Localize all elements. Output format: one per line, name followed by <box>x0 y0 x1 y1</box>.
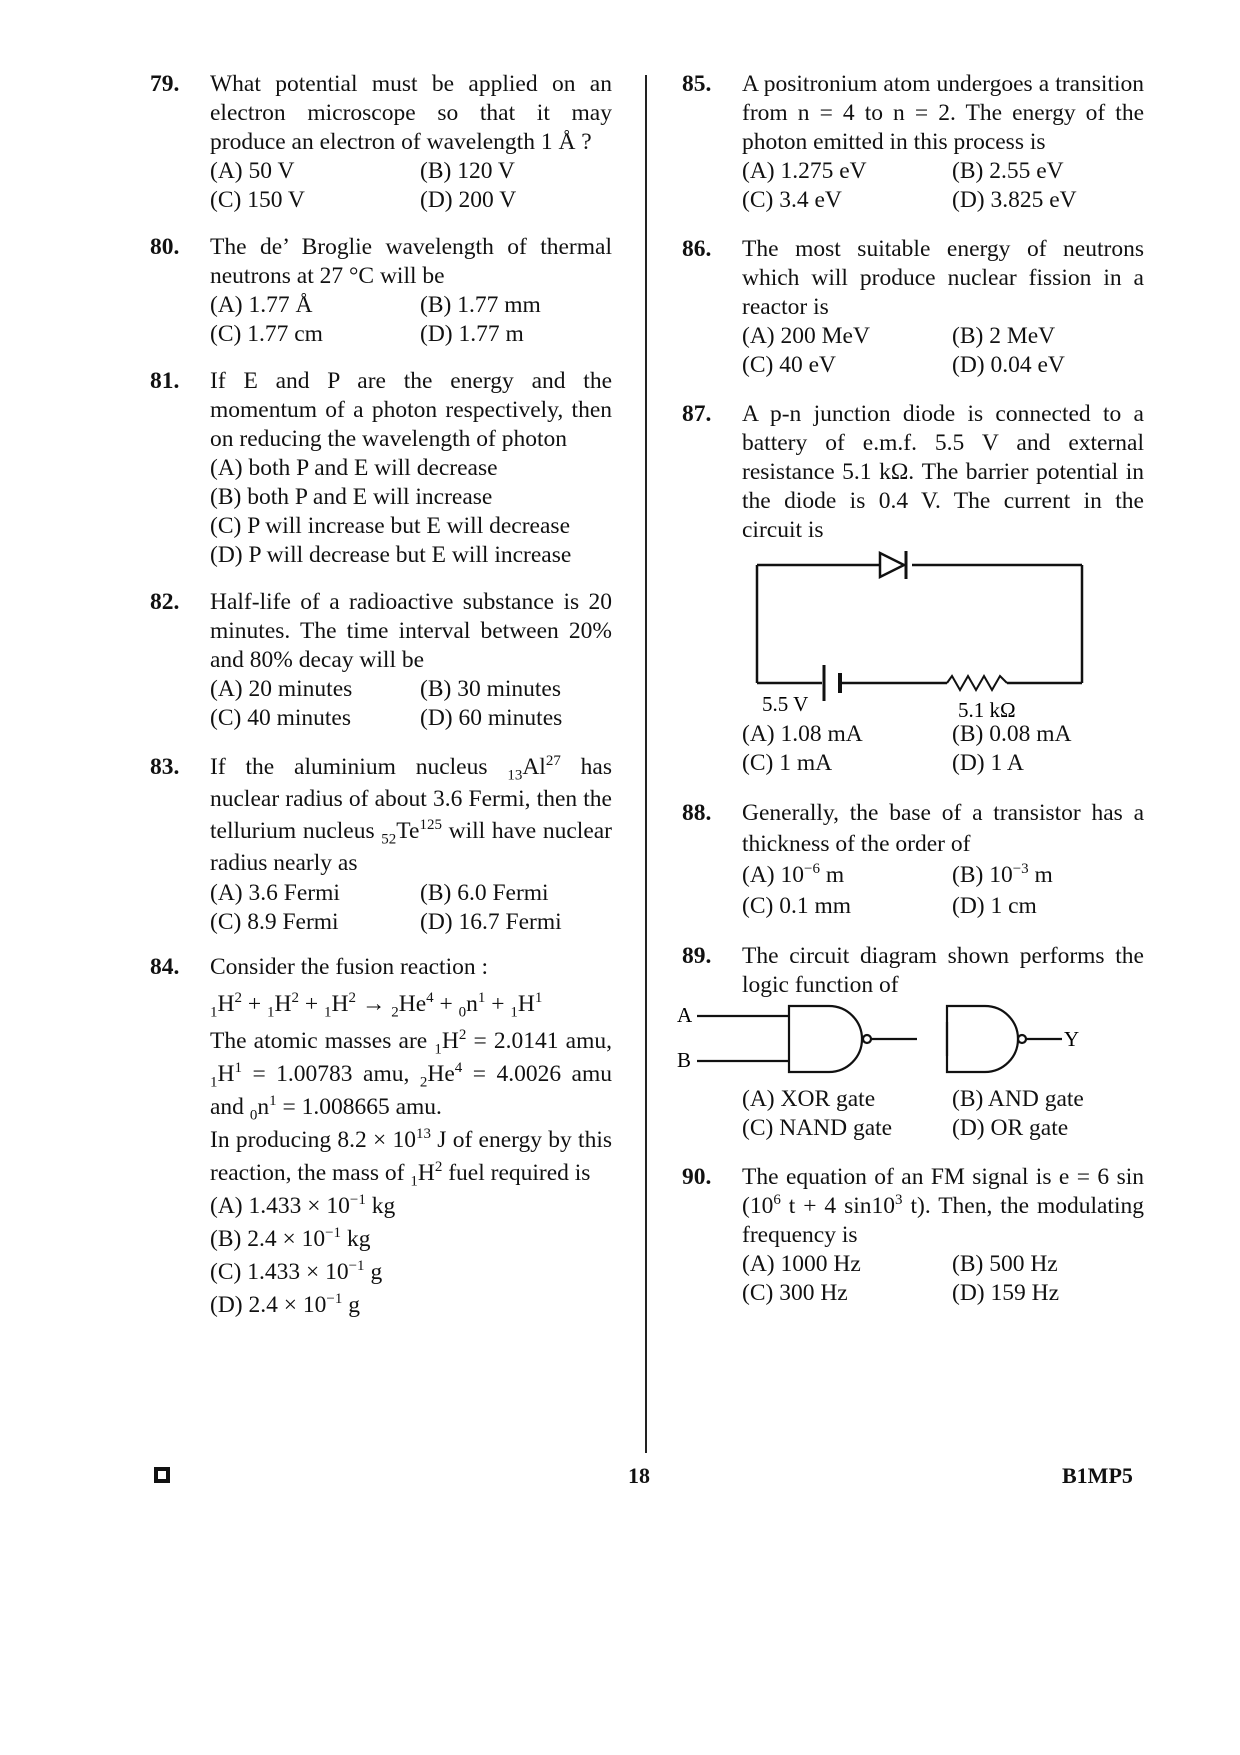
question-stem: A p-n junction diode is connected to a battery of e.m.f. 5.5 V and external resistance 5.1 kΩ. The barrier potential in the diode is 0.4 V. The current in the circuit is <box>742 401 1144 543</box>
symbol: n <box>466 991 478 1017</box>
symbol: He <box>427 1061 455 1087</box>
left-column <box>150 70 612 1322</box>
subscript: 1 <box>324 1004 332 1021</box>
option-c: (C) 3.4 eV <box>742 187 842 213</box>
option-b <box>210 1223 612 1256</box>
options <box>742 1250 1144 1308</box>
text: (A) 10 <box>742 862 804 888</box>
resistor-label: 5.1 kΩ <box>958 698 1016 720</box>
text: = 1.00783 amu, <box>241 1061 420 1087</box>
option-c: (C) 0.1 mm <box>742 893 852 919</box>
superscript: 2 <box>348 990 356 1007</box>
superscript: 4 <box>426 990 434 1007</box>
question-86 <box>682 235 1144 380</box>
question-stem: Consider the fusion reaction : <box>210 954 489 980</box>
producing-text <box>210 1124 612 1190</box>
stem-part: If the aluminium nucleus <box>210 754 508 780</box>
option-b: (B) 2 MeV <box>952 323 1056 349</box>
question-85 <box>682 70 1144 215</box>
text: t). Then, the modulating frequency is <box>742 1193 1144 1248</box>
resistor-icon <box>947 676 1007 690</box>
question-number: 87. <box>682 401 712 427</box>
option-c: (C) 1.77 cm <box>210 321 323 347</box>
option-b: (B) 2.55 eV <box>952 158 1064 184</box>
question-81 <box>150 367 612 570</box>
options <box>210 157 612 215</box>
symbol: H <box>517 991 535 1017</box>
option-c: (C) 40 eV <box>742 352 836 378</box>
output-y-label: Y <box>1064 1027 1080 1051</box>
text: (C) 1.433 × 10 <box>210 1259 349 1285</box>
element-symbol: Al <box>522 754 546 780</box>
question-80 <box>150 233 612 349</box>
options <box>210 879 612 937</box>
question-89 <box>677 942 1144 1143</box>
question-stem: Half-life of a radioactive substance is 20 minutes. The time interval between 20% and 80% decay will be <box>210 589 612 673</box>
fusion-equation <box>210 988 612 1021</box>
question-number: 81. <box>150 368 180 394</box>
column-divider <box>645 75 647 1453</box>
battery-icon <box>824 665 840 701</box>
option-c: (C) 300 Hz <box>742 1280 848 1306</box>
subscript: 1 <box>510 1004 518 1021</box>
option-d: (D) 60 minutes <box>420 705 563 731</box>
superscript: 2 <box>291 990 299 1007</box>
superscript: 1 <box>269 1093 277 1110</box>
text: J of energy by this reaction, the mass of <box>210 1127 613 1186</box>
question-number: 90. <box>682 1164 712 1190</box>
question-83 <box>150 751 612 937</box>
symbol: H <box>217 991 235 1017</box>
text: The atomic masses are <box>210 1028 435 1054</box>
text: kg <box>365 1193 396 1219</box>
option-b <box>952 860 1144 891</box>
mass-number: 125 <box>419 817 442 834</box>
question-number: 83. <box>150 754 180 780</box>
operator: + <box>241 991 267 1017</box>
input-b-label: B <box>677 1048 692 1072</box>
superscript: 1 <box>234 1060 242 1077</box>
superscript: 4 <box>454 1060 463 1077</box>
option-b: (B) AND gate <box>952 1086 1084 1112</box>
text: The equation of an FM signal is e = 6 sin (10 <box>742 1164 1144 1219</box>
options <box>742 157 1144 215</box>
superscript: 2 <box>434 1159 443 1176</box>
option-a <box>742 860 952 891</box>
question-number: 86. <box>682 236 712 262</box>
question-79 <box>150 70 612 215</box>
question-number: 88. <box>682 800 712 826</box>
mass-number: 27 <box>545 753 561 770</box>
symbol: H <box>274 991 292 1017</box>
text: (B) 10 <box>952 862 1013 888</box>
question-88 <box>682 798 1144 922</box>
superscript: 2 <box>458 1027 467 1044</box>
question-stem: If E and P are the energy and the momentum of a photon respectively, then on reducing the wavelength of photon <box>210 368 612 452</box>
option-d <box>210 1289 612 1322</box>
question-stem: What potential must be applied on an electron microscope so that it may produce an electron of wavelength 1 Å ? <box>210 71 612 155</box>
option-a: (A) 20 minutes <box>210 676 353 702</box>
atomic-number: 13 <box>507 767 523 784</box>
option-c: (C) 1 mA <box>742 750 833 776</box>
question-stem: The circuit diagram shown performs the logic function of <box>742 943 1144 998</box>
superscript: 1 <box>477 990 486 1007</box>
text: g <box>364 1259 383 1285</box>
operator: + <box>298 991 324 1017</box>
superscript: 1 <box>534 990 543 1007</box>
registration-mark-icon <box>154 1467 170 1483</box>
logic-gate-diagram <box>677 1000 1137 1085</box>
options <box>742 720 1144 778</box>
nand-gate-icon <box>789 1006 862 1072</box>
option-b: (B) 500 Hz <box>952 1251 1058 1277</box>
subscript: 0 <box>249 1107 258 1124</box>
option-b: (B) 120 V <box>420 158 515 184</box>
operator: + <box>485 991 511 1017</box>
text: m <box>819 862 845 888</box>
option-a: (A) 50 V <box>210 158 295 184</box>
element-symbol: Te <box>396 818 420 844</box>
option-d: (D) 200 V <box>420 187 517 213</box>
option-d: (D) OR gate <box>952 1115 1069 1141</box>
subscript: 1 <box>210 1074 218 1091</box>
text: kg <box>341 1226 371 1252</box>
superscript: −3 <box>1012 861 1029 878</box>
text: m <box>1028 862 1053 888</box>
option-b: (B) 30 minutes <box>420 676 561 702</box>
text: g <box>342 1292 360 1318</box>
question-number: 80. <box>150 234 180 260</box>
option-a: (A) 200 MeV <box>742 323 870 349</box>
question-stem: A positronium atom undergoes a transition from n = 4 to n = 2. The energy of the photon emitted in this process is <box>742 71 1144 155</box>
text: (D) 2.4 × 10 <box>210 1292 327 1318</box>
right-column <box>677 70 1144 1308</box>
superscript: −1 <box>348 1258 365 1275</box>
option-b: (B) 0.08 mA <box>952 721 1072 747</box>
option-c: (C) 8.9 Fermi <box>210 909 339 935</box>
option-d: (D) 1.77 m <box>420 321 524 347</box>
question-number: 82. <box>150 589 180 615</box>
option-a: (A) 1000 Hz <box>742 1251 861 1277</box>
option-d: (D) 0.04 eV <box>952 352 1065 378</box>
atomic-number: 52 <box>381 831 397 848</box>
superscript: 3 <box>895 1192 903 1209</box>
option-d: (D) P will decrease but E will increase <box>210 542 572 568</box>
subscript: 1 <box>434 1041 442 1058</box>
subscript: 1 <box>410 1173 418 1190</box>
question-84 <box>150 951 612 1322</box>
question-number: 89. <box>682 943 712 969</box>
symbol: H <box>417 1160 435 1186</box>
option-a: (A) both P and E will decrease <box>210 455 498 481</box>
nand-gate-icon <box>947 1006 1018 1072</box>
subscript: 0 <box>458 1004 467 1021</box>
superscript: 2 <box>234 990 242 1007</box>
option-c: (C) NAND gate <box>742 1115 893 1141</box>
superscript: 13 <box>416 1126 432 1143</box>
symbol: He <box>398 991 427 1017</box>
input-a-label: A <box>677 1003 693 1027</box>
text: In producing 8.2 × 10 <box>210 1127 417 1153</box>
text: fuel required is <box>442 1160 591 1186</box>
superscript: 6 <box>773 1192 781 1209</box>
options <box>210 675 612 733</box>
atomic-masses <box>210 1025 612 1124</box>
option-d: (D) 1 cm <box>952 893 1037 919</box>
subscript: 2 <box>391 1004 399 1021</box>
symbol: n <box>257 1094 270 1120</box>
question-stem: Generally, the base of a transistor has a thickness of the order of <box>742 800 1144 857</box>
superscript: −1 <box>325 1225 342 1242</box>
text: t + 4 sin10 <box>780 1193 896 1219</box>
question-number: 85. <box>682 71 712 97</box>
options <box>742 1085 1144 1143</box>
operator: → <box>355 991 392 1017</box>
subscript: 1 <box>267 1004 275 1021</box>
option-c: (C) 40 minutes <box>210 705 351 731</box>
option-d: (D) 16.7 Fermi <box>420 909 562 935</box>
page-number: 18 <box>628 1463 650 1488</box>
option-b: (B) 6.0 Fermi <box>420 880 549 906</box>
booklet-code: B1MP5 <box>1062 1463 1133 1488</box>
text: = 2.0141 amu, <box>466 1028 612 1054</box>
option-d: (D) 3.825 eV <box>952 187 1077 213</box>
question-82 <box>150 588 612 733</box>
option-a: (A) XOR gate <box>742 1086 876 1112</box>
question-stem: The most suitable energy of neutrons which will produce nuclear fission in a reactor is <box>742 236 1144 320</box>
option-c: (C) P will increase but E will decrease <box>210 513 570 539</box>
option-d: (D) 159 Hz <box>952 1280 1060 1306</box>
question-number: 84. <box>150 954 180 980</box>
options <box>742 860 1144 922</box>
options <box>210 291 612 349</box>
question-stem <box>742 1163 1144 1250</box>
options <box>742 322 1144 380</box>
option-a: (A) 1.275 eV <box>742 158 867 184</box>
stem-part: has nuclear radius of about 3.6 Fermi, then the tellurium nucleus <box>210 754 612 844</box>
symbol: H <box>331 991 349 1017</box>
question-stem <box>210 751 612 879</box>
question-90 <box>682 1163 1144 1308</box>
option-b: (B) 1.77 mm <box>420 292 541 318</box>
text: = 4.0026 amu and <box>210 1061 613 1120</box>
question-87 <box>682 400 1144 778</box>
subscript: 1 <box>210 1004 218 1021</box>
battery-label: 5.5 V <box>762 692 809 716</box>
option-c: (C) 150 V <box>210 187 305 213</box>
diode-circuit-diagram <box>722 545 1122 720</box>
superscript: −1 <box>349 1192 366 1209</box>
option-d: (D) 1 A <box>952 750 1024 776</box>
option-b: (B) both P and E will increase <box>210 484 493 510</box>
option-c <box>210 1256 612 1289</box>
stem-part: will have nuclear radius nearly as <box>210 818 612 876</box>
symbol: H <box>217 1061 235 1087</box>
superscript: −1 <box>326 1291 343 1308</box>
question-stem: The de’ Broglie wavelength of thermal neutrons at 27 °C will be <box>210 234 612 289</box>
option-a: (A) 1.08 mA <box>742 721 863 747</box>
operator: + <box>433 991 459 1017</box>
option-a: (A) 1.77 Å <box>210 292 313 318</box>
option-a <box>210 1190 612 1223</box>
text: = 1.008665 amu. <box>276 1094 442 1120</box>
subscript: 2 <box>419 1074 428 1091</box>
text: (A) 1.433 × 10 <box>210 1193 350 1219</box>
symbol: H <box>441 1028 459 1054</box>
question-number: 79. <box>150 71 180 97</box>
text: (B) 2.4 × 10 <box>210 1226 326 1252</box>
option-a: (A) 3.6 Fermi <box>210 880 340 906</box>
superscript: −6 <box>804 861 820 878</box>
diode-icon <box>880 551 906 579</box>
